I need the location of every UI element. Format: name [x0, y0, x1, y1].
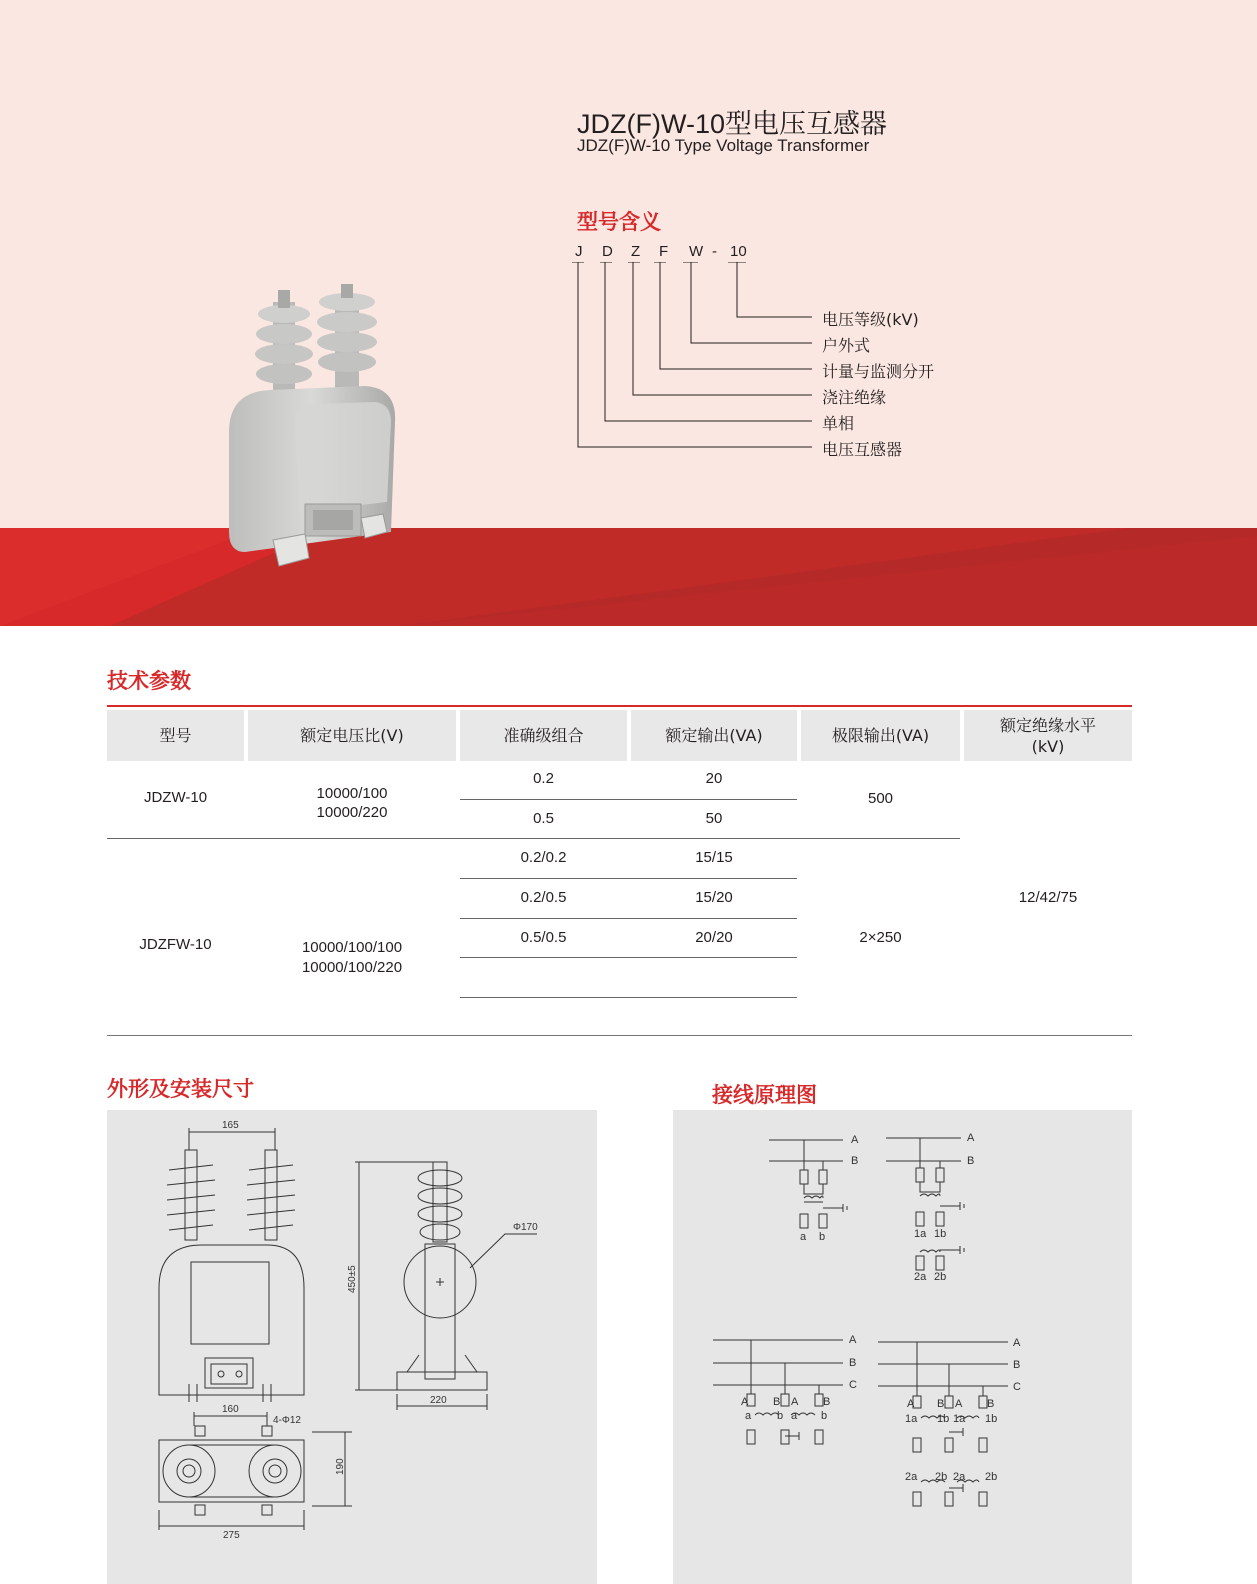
- meaning-label-metering: 计量与监测分开: [822, 362, 935, 381]
- svg-text:B: B: [851, 1155, 859, 1167]
- header-insulation-label: 额定绝缘水平: [999, 715, 1096, 735]
- code-letter-D: D: [602, 243, 613, 260]
- svg-text:A: A: [967, 1132, 975, 1144]
- header-insulation-unit: (kV): [1031, 736, 1065, 756]
- header-accuracy: [460, 710, 627, 761]
- cell-accuracy: 0.2/0.5: [520, 889, 567, 906]
- hero-red-band: [0, 528, 1257, 626]
- svg-text:1b: 1b: [934, 1228, 947, 1240]
- svg-text:B: B: [967, 1155, 975, 1167]
- cell-accuracy: 0.2/0.2: [520, 849, 567, 866]
- svg-text:A: A: [851, 1134, 859, 1146]
- transformer-product-image: [215, 282, 415, 582]
- row-divider: [460, 799, 797, 800]
- svg-text:B: B: [849, 1357, 857, 1369]
- table-bottom-rule: [107, 1035, 1132, 1036]
- front-right-insulator: [247, 1150, 295, 1240]
- tech-params-heading: 技术参数: [107, 669, 191, 693]
- meaning-label-outdoor: 户外式: [822, 336, 871, 355]
- dimension-drawing: [107, 1110, 597, 1584]
- meaning-label-single-phase: 单相: [822, 414, 855, 433]
- cell-output: 20: [705, 770, 723, 787]
- cell-output: 20/20: [695, 929, 733, 946]
- wiring-diagram: [673, 1110, 1132, 1584]
- svg-text:A: A: [849, 1334, 857, 1346]
- svg-text:b: b: [821, 1410, 828, 1422]
- svg-text:1b: 1b: [985, 1413, 998, 1425]
- code-letter-J: J: [575, 243, 583, 260]
- svg-text:b: b: [819, 1231, 826, 1243]
- svg-text:220: 220: [430, 1395, 447, 1406]
- header-limit-label: 极限输出(VA): [831, 726, 930, 745]
- svg-text:160: 160: [222, 1404, 239, 1415]
- svg-text:1a: 1a: [914, 1228, 927, 1240]
- cell-accuracy: 0.2: [533, 770, 554, 787]
- group-divider: [107, 838, 960, 839]
- header-ratio: [248, 710, 456, 761]
- svg-text:A: A: [1013, 1337, 1021, 1349]
- model-meaning-heading: 型号含义: [577, 210, 661, 234]
- cell-ratio-jdzw-1: 10000/100: [316, 785, 388, 802]
- cell-limit-jdzw: 500: [867, 790, 894, 807]
- header-ratio-label: 额定电压比(V): [300, 726, 404, 745]
- cell-limit-jdzfw: 2×250: [859, 929, 902, 946]
- meaning-label-voltage-transformer: 电压互感器: [822, 440, 903, 459]
- cell-ratio-jdzfw-2: 10000/100/220: [301, 959, 403, 976]
- dimensions-panel: [107, 1110, 597, 1584]
- cell-accuracy: 0.5: [533, 810, 554, 827]
- cell-ratio-jdzfw-1: 10000/100/100: [301, 939, 403, 956]
- svg-text:2a: 2a: [905, 1471, 918, 1483]
- header-model-label: 型号: [159, 726, 192, 745]
- svg-text:B: B: [773, 1396, 781, 1408]
- header-output: [631, 710, 797, 761]
- svg-text:275: 275: [223, 1530, 240, 1541]
- code-letter-10: 10: [730, 243, 747, 260]
- svg-text:A: A: [955, 1398, 963, 1410]
- cell-output: 50: [705, 810, 723, 827]
- model-meaning-leader-lines: [570, 262, 850, 467]
- meaning-label-voltage-level: 电压等级(kV): [822, 310, 919, 329]
- code-letter-Z: Z: [631, 243, 641, 260]
- header-accuracy-label: 准确级组合: [503, 726, 584, 745]
- svg-text:1a: 1a: [905, 1413, 918, 1425]
- svg-text:A: A: [791, 1396, 799, 1408]
- header-limit: [801, 710, 960, 761]
- code-letter-F: F: [659, 243, 669, 260]
- code-letter-W: W: [689, 243, 704, 260]
- dim-165: 165: [222, 1120, 239, 1131]
- svg-text:1a: 1a: [953, 1413, 966, 1425]
- dimensions-heading: 外形及安装尺寸: [107, 1077, 254, 1101]
- svg-text:Φ170: Φ170: [513, 1222, 538, 1233]
- svg-text:B: B: [1013, 1359, 1021, 1371]
- svg-text:B: B: [987, 1398, 995, 1410]
- front-left-insulator: [167, 1150, 215, 1240]
- svg-text:a: a: [800, 1231, 807, 1243]
- svg-text:2b: 2b: [934, 1271, 947, 1283]
- svg-text:A: A: [741, 1396, 749, 1408]
- row-divider: [460, 997, 797, 998]
- header-output-label: 额定输出(VA): [665, 726, 763, 745]
- cell-output: 15/20: [695, 889, 733, 906]
- svg-text:b: b: [777, 1410, 784, 1422]
- svg-text:190: 190: [335, 1458, 346, 1475]
- row-divider: [460, 878, 797, 879]
- tech-params-rule: [107, 705, 1132, 707]
- svg-text:C: C: [1013, 1381, 1021, 1393]
- cell-model-jdzfw: JDZFW-10: [139, 936, 212, 953]
- cell-accuracy: 0.5/0.5: [520, 929, 567, 946]
- header-model: [107, 710, 244, 761]
- svg-text:2b: 2b: [935, 1471, 948, 1483]
- svg-text:2b: 2b: [985, 1471, 998, 1483]
- cell-insulation: 12/42/75: [1018, 889, 1078, 906]
- svg-text:C: C: [849, 1379, 857, 1391]
- row-divider: [460, 918, 797, 919]
- row-divider: [460, 957, 797, 958]
- cell-output: 15/15: [695, 849, 733, 866]
- wiring-panel: [673, 1110, 1132, 1584]
- page-title: JDZ(F)W-10型电压互感器: [577, 109, 887, 139]
- svg-text:B: B: [937, 1398, 945, 1410]
- svg-text:1b: 1b: [937, 1413, 950, 1425]
- svg-text:A: A: [907, 1398, 915, 1410]
- cell-model-jdzw: JDZW-10: [143, 789, 208, 806]
- page-subtitle: JDZ(F)W-10 Type Voltage Transformer: [577, 136, 870, 155]
- code-letter-dash: -: [712, 243, 717, 260]
- side-insulator: [418, 1162, 462, 1242]
- wiring-heading: 接线原理图: [712, 1083, 817, 1107]
- svg-text:450±5: 450±5: [347, 1265, 358, 1293]
- cell-ratio-jdzw-2: 10000/220: [316, 804, 388, 821]
- svg-text:a: a: [791, 1410, 798, 1422]
- svg-text:2a: 2a: [914, 1271, 927, 1283]
- svg-text:a: a: [745, 1410, 752, 1422]
- svg-text:2a: 2a: [953, 1471, 966, 1483]
- svg-text:B: B: [823, 1396, 831, 1408]
- meaning-label-cast-insulation: 浇注绝缘: [822, 388, 887, 407]
- header-insulation: [964, 710, 1132, 761]
- svg-text:4-Φ12: 4-Φ12: [273, 1415, 301, 1426]
